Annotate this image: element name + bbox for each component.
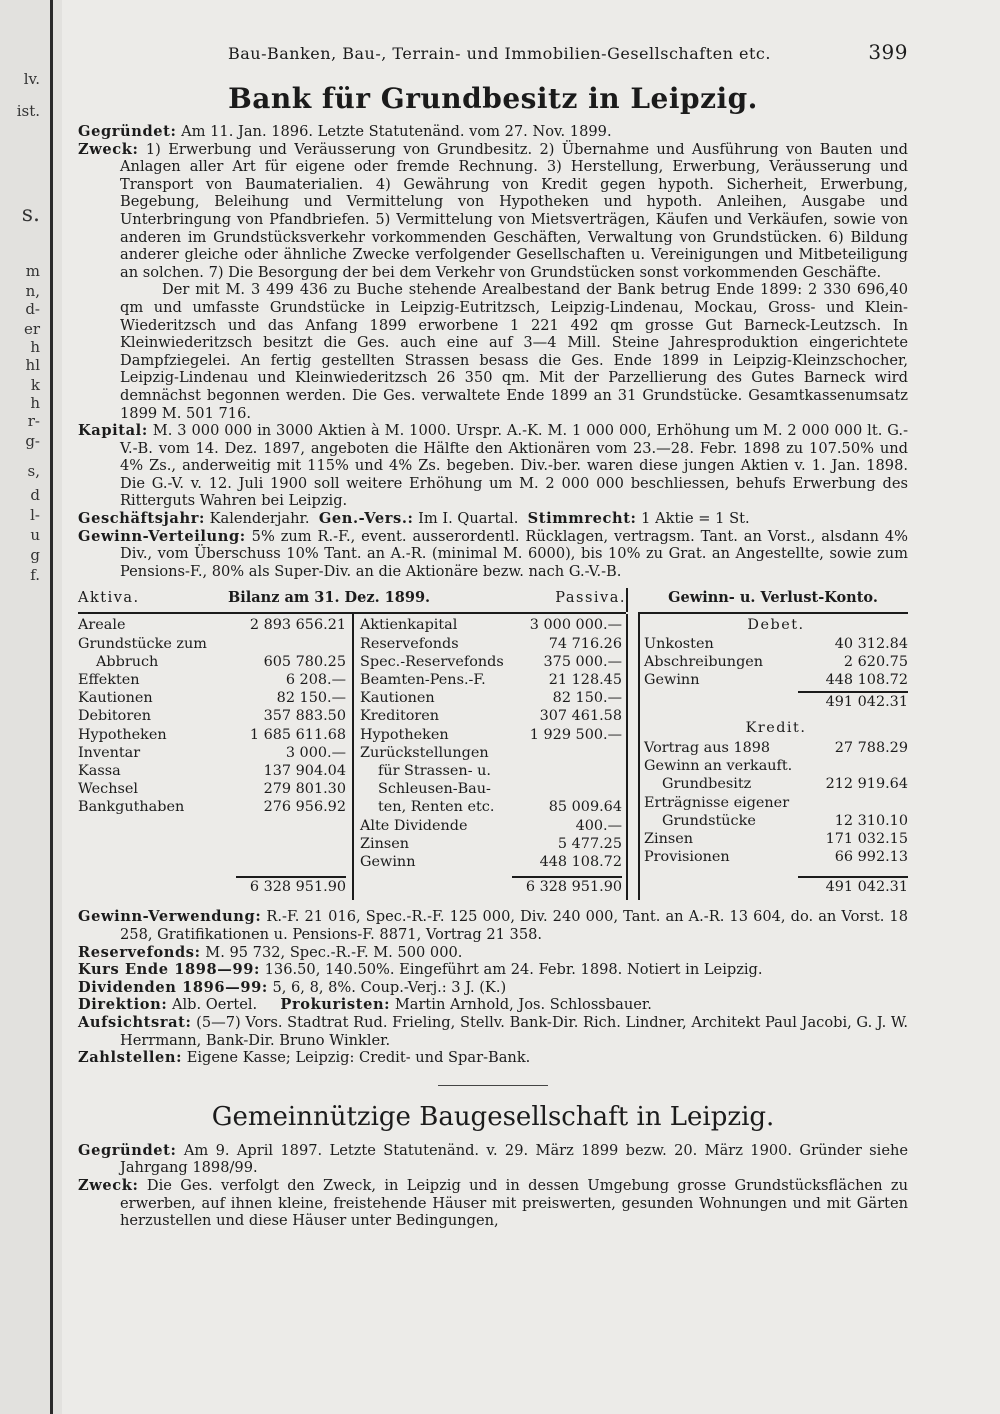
debet-name: Gewinn xyxy=(644,672,700,689)
aktiva-name: Kassa xyxy=(78,763,121,780)
passiva-name: Spec.-Reservefonds xyxy=(360,653,504,670)
debet-value: 2 620.75 xyxy=(843,653,908,670)
page-gutter-line xyxy=(50,0,53,1414)
kredit-row xyxy=(644,739,908,757)
passiva-name: Reservefonds xyxy=(360,635,459,652)
margin-fragment: hl xyxy=(25,356,40,374)
passiva-row xyxy=(360,817,622,835)
passiva-value: 21 128.45 xyxy=(548,672,622,689)
margin-fragment: u xyxy=(30,526,40,544)
entry-zahlstellen xyxy=(78,1049,908,1067)
passiva-value: 307 461.58 xyxy=(539,708,622,725)
aktiva-row xyxy=(78,726,346,744)
kredit-label: Kredit. xyxy=(745,719,807,736)
passiva-row xyxy=(360,853,622,871)
aktiva-row xyxy=(78,744,346,762)
entry-label: Kurs Ende 1898—99: xyxy=(78,961,260,979)
debet-name: Abschreibungen xyxy=(644,653,764,670)
debet-row xyxy=(644,653,908,671)
aktiva-column xyxy=(78,616,346,896)
passiva-row xyxy=(360,835,622,853)
passiva-name: für Strassen- u. xyxy=(378,763,491,780)
aktiva-row xyxy=(78,653,346,671)
passiva-label: Passiva. xyxy=(555,590,626,607)
aktiva-name: Bankguthaben xyxy=(78,799,185,816)
entry-label-genvers: Gen.-Vers.: xyxy=(318,510,414,528)
passiva-row xyxy=(360,780,622,798)
debet-value: 448 108.72 xyxy=(825,672,908,689)
debet-label: Debet. xyxy=(747,617,805,634)
kredit-value: 27 788.29 xyxy=(834,739,908,756)
guv-column xyxy=(644,616,908,896)
entry-label: Gewinn-Verwendung: xyxy=(78,908,262,926)
passiva-name: Gewinn xyxy=(360,854,416,871)
margin-fragment: f. xyxy=(30,566,40,584)
kredit-name: Zinsen xyxy=(644,830,694,847)
kredit-name: Grundbesitz xyxy=(662,776,752,793)
page-number: 399 xyxy=(868,40,908,64)
aktiva-value: 1 685 611.68 xyxy=(249,726,346,743)
passiva-name: ten, Renten etc. xyxy=(378,799,495,816)
aktiva-row xyxy=(78,798,346,816)
passiva-value: 82 150.— xyxy=(552,690,622,707)
aktiva-name: Inventar xyxy=(78,744,141,761)
aktiva-name: Effekten xyxy=(78,672,140,689)
entry-label: Reservefonds: xyxy=(78,943,201,961)
aktiva-value: 2 893 656.21 xyxy=(249,617,346,634)
entry-text: Kalenderjahr. xyxy=(209,510,310,528)
aktiva-value: 82 150.— xyxy=(276,690,346,707)
aktiva-name: Grundstücke zum xyxy=(78,635,207,652)
company-title: Bank für Grundbesitz in Leipzig. xyxy=(228,82,758,115)
bilanz-title: Bilanz am 31. Dez. 1899. xyxy=(228,589,431,607)
entry-text-prokuristen: Martin Arnhold, Jos. Schlossbauer. xyxy=(394,996,652,1014)
guv-top-rule xyxy=(638,612,908,614)
passiva-value: 375 000.— xyxy=(543,653,622,670)
passiva-row xyxy=(360,726,622,744)
passiva-name: Kautionen xyxy=(360,690,435,707)
aktiva-value: 276 956.92 xyxy=(263,799,346,816)
running-head xyxy=(78,40,908,70)
passiva-name: Schleusen-Bau- xyxy=(378,781,491,798)
margin-fragment: k xyxy=(30,376,40,394)
entry-reservefonds xyxy=(78,944,908,962)
passiva-name: Alte Dividende xyxy=(360,817,468,834)
debet-row xyxy=(644,671,908,689)
margin-fragment: h xyxy=(30,338,40,356)
entry-text: R.-F. 21 016, Spec.-R.-F. 125 000, Div. 240 000, Tant. an A.-R. 13 604, do. an Vorst. 18 258, Gratifikationen u. Pensions-F. 8871, Vortrag 21 358. xyxy=(120,908,908,944)
aktiva-row xyxy=(78,762,346,780)
entry-label-stimmrecht: Stimmrecht: xyxy=(527,510,637,528)
entry-text: M. 3 000 000 in 3000 Aktien à M. 1000. Urspr. A.-K. M. 1 000 000, Erhöhung um M. 2 000 000 lt. G.-V.-B. vom 14. Dez. 1897, angeboten die Hälfte den Aktionären vom 23.—28. Febr. 1898 zu 107.50% und 4% Zs., anderweitig mit 115% und 4% Zs. begeben. Div.-ber. waren diese jungen Aktien v. 1. Jan. 1898. Die G.-V. v. 12. Juli 1900 soll weitere Erhöhung um M. 2 000 000 beschliessen, behufs Erwerbung des Ritterguts Wahren bei Leipzig. xyxy=(120,422,908,510)
margin-fragment: n, xyxy=(25,282,40,300)
aktiva-name: Kautionen xyxy=(78,690,153,707)
margin-fragment: g xyxy=(30,546,40,564)
passiva-value: 1 929 500.— xyxy=(529,726,622,743)
passiva-name: Zurückstellungen xyxy=(360,744,489,761)
passiva-name: Zinsen xyxy=(360,835,410,852)
passiva-row xyxy=(360,671,622,689)
entry-label: Zweck: xyxy=(78,1176,139,1194)
aktiva-value: 6 208.— xyxy=(285,672,346,689)
passiva-total-value: 6 328 951.90 xyxy=(525,879,622,896)
passiva-row xyxy=(360,798,622,816)
passiva-row xyxy=(360,689,622,707)
entry-label: Zweck: xyxy=(78,140,139,158)
aktiva-row xyxy=(78,671,346,689)
entry-text-genvers: Im I. Quartal. xyxy=(418,510,519,528)
kredit-value: 66 992.13 xyxy=(834,849,908,866)
aktiva-value: 357 883.50 xyxy=(263,708,346,725)
entry-label: Gegründet: xyxy=(78,123,177,140)
passiva-value: 3 000 000.— xyxy=(529,617,622,634)
margin-fragment: lv. xyxy=(23,70,40,88)
running-head-title: Bau-Banken, Bau-, Terrain- und Immobilien-Gesellschaften etc. xyxy=(228,44,771,63)
kredit-row xyxy=(644,830,908,848)
passiva-value: 85 009.64 xyxy=(548,799,622,816)
aktiva-value: 605 780.25 xyxy=(263,653,346,670)
entry-label: Aufsichtsrat: xyxy=(78,1014,192,1031)
aktiva-value: 137 904.04 xyxy=(263,763,346,780)
aktiva-total-value: 6 328 951.90 xyxy=(249,879,346,896)
entry-dividenden xyxy=(78,979,908,997)
aktiva-value: 279 801.30 xyxy=(263,781,346,798)
kredit-row xyxy=(644,775,908,793)
kredit-total-value: 491 042.31 xyxy=(825,879,908,896)
kredit-row xyxy=(644,794,908,812)
entry-text: 1) Erwerbung und Veräusserung von Grundbesitz. 2) Übernahme und Ausführung von Bauten und Anlagen aller Art für eigene oder fremde Rechnung. 3) Herstellung, Erwerbung, Veräusserung und Transport von Baumaterialien. 4) Gewährung von Kredit gegen hypoth. Sicherheit, Erwerbung, Begebung, Beleihung und Vermittelung von Hypotheken und hypoth. Anleihen, Ausgabe und Unterbringung von Pfandbriefen. 5) Vermittelung von Mietsverträgen, Käufen und Verkäufen, sowie von anderen im Grundstücksverkehr vorkommenden Geschäften, Verwaltung von Grundstücken. 6) Bildung anderer gleiche oder ähnliche Zwecke verfolgender Gesellschaften u. Vereinigungen und Mitbeteiligung an solchen. 7) Die Besorgung der bei dem Verkehr von Grundstücken sonst vorkommenden Geschäfte. xyxy=(120,140,908,281)
entry-text: 5% zum R.-F., event. ausserordentl. Rücklagen, vertragsm. Tant. an Vorst., alsdann 4% Div., vom Überschuss 10% Tant. an A.-R. (minimal M. 6000), bis 10% zu Grat. an Angestellte, sowie zum Pensions-F., 80% als Super-Div. an die Aktionäre bezw. nach G.-V.-B. xyxy=(120,527,908,580)
entry-label: Gegründet: xyxy=(78,1141,177,1159)
entry-text: (5—7) Vors. Stadtrat Rud. Frieling, Stellv. Bank-Dir. Rich. Lindner, Architekt Paul Jacobi, G. J. W. Herrmann, Bank-Dir. Bruno Winkler. xyxy=(120,1014,908,1049)
entry-text: Am 11. Jan. 1896. Letzte Statutenänd. vom 27. Nov. 1899. xyxy=(181,123,612,140)
passiva-row xyxy=(360,762,622,780)
margin-fragment: r- xyxy=(27,412,40,430)
kredit-value: 171 032.15 xyxy=(825,830,908,847)
kredit-row xyxy=(644,848,908,866)
kredit-name: Erträgnisse eigener xyxy=(644,794,790,811)
kredit-row xyxy=(644,757,908,775)
aktiva-row xyxy=(78,635,346,653)
kredit-total-row xyxy=(644,878,908,896)
passiva-name: Aktienkapital xyxy=(360,617,458,634)
entry-kurs xyxy=(78,961,908,979)
entry-text-stimmrecht: 1 Aktie = 1 St. xyxy=(641,510,750,528)
aktiva-name: Hypotheken xyxy=(78,726,167,743)
entry-zweck xyxy=(78,141,908,282)
passiva-name: Beamten-Pens.-F. xyxy=(360,672,486,689)
margin-fragment: g- xyxy=(25,432,40,450)
debet-value: 40 312.84 xyxy=(834,635,908,652)
margin-fragment: er xyxy=(23,320,40,338)
entry-gewinn-verteilung xyxy=(78,528,908,581)
passiva-total-row xyxy=(360,878,622,896)
entry-gegruendet-2 xyxy=(78,1142,908,1177)
aktiva-name: Areale xyxy=(78,617,126,634)
margin-fragment: s. xyxy=(21,202,40,227)
passiva-value: 448 108.72 xyxy=(539,854,622,871)
entry-text: Alb. Oertel. xyxy=(171,996,258,1014)
aktiva-row xyxy=(78,780,346,798)
kredit-name: Provisionen xyxy=(644,849,730,866)
entry-text: Am 9. April 1897. Letzte Statutenänd. v. 29. März 1899 bezw. 20. März 1900. Gründer siehe Jahrgang 1898/99. xyxy=(120,1141,908,1177)
entry-label: Gewinn-Verteilung: xyxy=(78,527,246,545)
margin-fragment: h xyxy=(30,394,40,412)
entry-gewinn-verwendung xyxy=(78,908,908,943)
entry-label: Dividenden 1896—99: xyxy=(78,978,268,996)
passiva-value: 5 477.25 xyxy=(557,835,622,852)
kredit-name: Gewinn an verkauft. xyxy=(644,758,793,775)
entry-text: Die Ges. verfolgt den Zweck, in Leipzig und in dessen Umgebung grosse Grundstücksflächen zu erwerben, auf ihnen kleine, freistehende Häuser mit preiswerten, gesunden Wohnungen und mit Gärten herzustellen und diese Häuser unter Bedingungen, xyxy=(120,1176,908,1230)
entry-text: M. 95 732, Spec.-R.-F. M. 500 000. xyxy=(205,943,463,961)
entry-geschaeftsjahr xyxy=(78,510,908,528)
entry-text: 5, 6, 8, 8%. Coup.-Verj.: 3 J. (K.) xyxy=(272,978,507,996)
entry-kapital xyxy=(78,422,908,510)
aktiva-name: Abbruch xyxy=(96,653,159,670)
passiva-row xyxy=(360,744,622,762)
margin-fragment: d- xyxy=(25,300,40,318)
entry-text: Eigene Kasse; Leipzig: Credit- und Spar-Bank. xyxy=(186,1049,531,1067)
bilanz-header-divider xyxy=(626,588,628,612)
entry-label: Zahlstellen: xyxy=(78,1049,183,1067)
aktiva-name: Debitoren xyxy=(78,708,151,725)
passiva-row xyxy=(360,653,622,671)
margin-fragment: ist. xyxy=(16,102,40,120)
aktiva-row xyxy=(78,707,346,725)
kredit-name: Grundstücke xyxy=(662,812,756,829)
entry-zweck-2 xyxy=(78,1177,908,1230)
entry-gegruendet xyxy=(78,123,908,141)
guv-left-divider xyxy=(638,614,640,900)
entry-label: Kapital: xyxy=(78,422,148,440)
passiva-row xyxy=(360,707,622,725)
passiva-column xyxy=(360,616,622,896)
entry-label: Geschäftsjahr: xyxy=(78,510,205,528)
bilanz-right-divider xyxy=(626,614,628,900)
passiva-row xyxy=(360,616,622,634)
page-content xyxy=(78,40,908,1230)
kredit-value: 212 919.64 xyxy=(825,776,908,793)
kredit-value: 12 310.10 xyxy=(834,812,908,829)
aktiva-label: Aktiva. xyxy=(78,590,140,607)
entry-aufsichtsrat xyxy=(78,1014,908,1049)
passiva-value: 74 716.26 xyxy=(548,635,622,652)
aktiva-row xyxy=(78,689,346,707)
debet-row xyxy=(644,635,908,653)
areal-paragraph: Der mit M. 3 499 436 zu Buche stehende Arealbestand der Bank betrug Ende 1899: 2 330 696,40 qm und umfasste Grundstücke in Leipzig-Eutritzsch, Leipzig-Lindenau, Mockau, Gross- und Klein-Wiederitzsch und das Anfang 1899 erworbene 1 221 492 qm grosse Gut Barneck-Leutzsch. In Kleinwiederitzsch besitzt die Ges. auch eine auf 3—4 Mill. Steine Jahresproduktion eingerichtete Dampfziegelei. An fertig gestellten Strassen besass die Ges. Ende 1899 in Leipzig-Kleinzschocher, Leipzig-Lindenau und Kleinwiederitzsch 26 350 qm. Mit der Parzellierung des Gutes Barneck wird demnächst begonnen werden. Die Ges. verwaltete Ende 1899 an 31 Grundstücke. Gesamtkassenumsatz 1899 M. 501 716. xyxy=(120,281,908,422)
passiva-value: 400.— xyxy=(575,817,622,834)
margin-fragment: m xyxy=(25,262,40,280)
entry-label-prokuristen: Prokuristen: xyxy=(280,996,391,1014)
passiva-row xyxy=(360,635,622,653)
entry-label: Direktion: xyxy=(78,996,168,1014)
aktiva-value: 3 000.— xyxy=(285,744,346,761)
kredit-name: Vortrag aus 1898 xyxy=(644,739,771,756)
aktiva-name: Wechsel xyxy=(78,781,138,798)
margin-fragment: l- xyxy=(30,506,40,524)
company-title-2: Gemeinnützige Baugesellschaft in Leipzig. xyxy=(211,1101,775,1132)
entry-text: 136.50, 140.50%. Eingeführt am 24. Febr. 1898. Notiert in Leipzig. xyxy=(264,961,763,979)
margin-fragment: s, xyxy=(27,462,40,480)
debet-total-value: 491 042.31 xyxy=(825,694,908,711)
guv-title: Gewinn- u. Verlust-Konto. xyxy=(668,589,878,607)
entry-direktion xyxy=(78,996,908,1014)
debet-name: Unkosten xyxy=(644,635,714,652)
passiva-name: Kreditoren xyxy=(360,708,440,725)
section-separator xyxy=(438,1085,548,1086)
balance-sheet xyxy=(78,588,908,900)
kredit-row xyxy=(644,812,908,830)
bilanz-center-divider xyxy=(352,614,354,900)
passiva-name: Hypotheken xyxy=(360,726,449,743)
debet-total-row xyxy=(644,693,908,711)
aktiva-row xyxy=(78,616,346,634)
margin-fragment: d xyxy=(30,486,40,504)
aktiva-total-row xyxy=(78,878,346,896)
